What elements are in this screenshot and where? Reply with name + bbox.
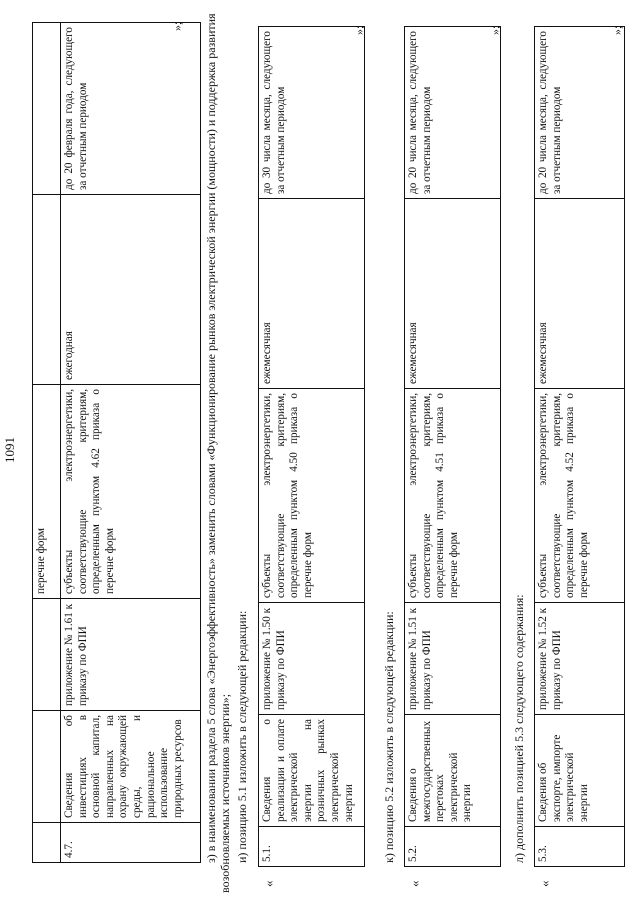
row-number: 4.7. (61, 822, 201, 862)
row-deadline: до 20 числа месяца, следующего за отчетным периодом (405, 26, 501, 198)
instruction-z: з) в наименовании раздела 5 слова «Энергоэффективность» заменить словами «Функционирование рынков электрической энергии (мощности) и поддержка развития возобновляемых источников энергии»; (204, 12, 232, 893)
closing-quote-5-1: »; (352, 25, 366, 35)
table-row-4-7 (32, 22, 201, 863)
row-name: Сведения о межгосударственных перетоках электрической энергии (405, 714, 501, 826)
table-row (405, 26, 501, 866)
table-row-5-2 (404, 26, 501, 867)
row-form: приложение № 1.51 к приказу по ФПИ (405, 602, 501, 714)
row-subjects: субъекты электроэнергетики, соответствующие критериям, определенным пунктом 4.62 приказа о перечне форм (61, 384, 201, 598)
row-name: Сведения об экспорте, импорте электрической энергии (535, 714, 625, 826)
table-row (259, 26, 365, 866)
row-deadline: до 30 числа месяца, следующего за отчетным периодом (259, 26, 365, 198)
open-quote-5-2: « (407, 880, 422, 887)
row-name: Сведения о реализации и оплате электрической энергии на розничных рынках электрической энергии (259, 714, 365, 826)
row-number: 5.2. (405, 826, 501, 866)
closing-quote-5-3: »; (610, 25, 624, 35)
row-number: 5.3. (535, 826, 625, 866)
row-deadline: до 20 февраля года, следующего за отчетным периодом (61, 22, 201, 194)
row-deadline: до 20 числа месяца, следующего за отчетным периодом (535, 26, 625, 198)
table-row (535, 26, 625, 866)
open-quote-5-1: « (261, 880, 276, 887)
row-subjects: субъекты электроэнергетики, соответствующие критериям, определенным пунктом 4.52 приказа о перечне форм (535, 388, 625, 602)
continuation-row (33, 22, 61, 862)
row-period: ежегодная (61, 194, 201, 384)
open-quote-5-3: « (537, 880, 552, 887)
row-period: ежемесячная (405, 198, 501, 388)
row-form: приложение № 1.52 к приказу по ФПИ (535, 602, 625, 714)
instruction-k: к) позицию 5.2 изложить в следующей редакции: (382, 610, 396, 863)
rotated-document-page (2, 12, 630, 893)
row-subjects: субъекты электроэнергетики, соответствующие критериям, определенным пунктом 4.50 приказа о перечне форм (259, 388, 365, 602)
row-subjects: субъекты электроэнергетики, соответствующие критериям, определенным пунктом 4.51 приказа о перечне форм (405, 388, 501, 602)
table-row-5-3 (534, 26, 625, 867)
row-form: приложение № 1.61 к приказу по ФПИ (61, 598, 201, 710)
row-form: приложение № 1.50 к приказу по ФПИ (259, 602, 365, 714)
page-number: 1091 (2, 436, 17, 463)
instruction-l: л) дополнить позицией 5.3 следующего содержания: (512, 593, 526, 863)
row-name: Сведения об инвестициях в основной капитал, направленных на охрану окружающей среды, и рациональное использование природных ресурсов (61, 710, 201, 822)
row-number: 5.1. (259, 826, 365, 866)
table-row (61, 22, 201, 862)
continuation-cell: перечне форм (33, 384, 61, 598)
row-period: ежемесячная (535, 198, 625, 388)
instruction-i: и) позицию 5.1 изложить в следующей редакции: (235, 610, 249, 863)
closing-quote-5-2: »; (488, 25, 502, 35)
table-row-5-1 (258, 26, 365, 867)
row-period: ежемесячная (259, 198, 365, 388)
closing-quote-4-7: »; (170, 21, 184, 31)
